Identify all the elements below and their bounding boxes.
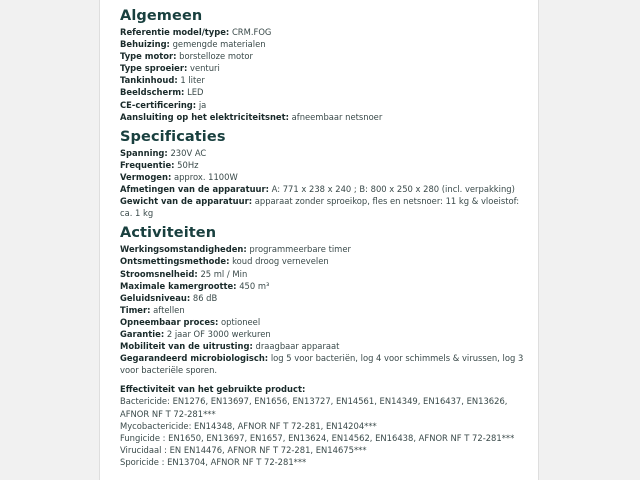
- spec-row: [120, 280, 530, 292]
- spec-row: [120, 50, 530, 62]
- spec-key: Vermogen:: [120, 171, 172, 182]
- spec-value: borstelloze motor: [179, 51, 253, 62]
- spec-row: [120, 99, 530, 111]
- effectiviteit-block: [120, 383, 530, 468]
- spec-row: [120, 340, 530, 352]
- spec-row: [120, 292, 530, 304]
- effectiviteit-line: Virucidaal : EN EN14476, AFNOR NF T 72-281, EN14675***: [120, 444, 367, 455]
- spec-value: draagbaar apparaat: [255, 341, 340, 352]
- effectiviteit-line: Mycobactericide: EN14348, AFNOR NF T 72-281, EN14204***: [120, 420, 377, 431]
- spec-key: Tankinhoud:: [120, 75, 178, 86]
- spec-value: 230V AC: [170, 147, 207, 158]
- spec-row: [120, 243, 530, 255]
- spec-value: apparaat zonder sproeikop, fles en netsnoer: 11 kg & vloeistof: ca. 1 kg: [120, 196, 520, 219]
- spec-row: [120, 171, 530, 183]
- spec-row: [120, 159, 530, 171]
- spec-row: [120, 268, 530, 280]
- spec-key: Referentie model/type:: [120, 27, 230, 37]
- spec-value: approx. 1100W: [173, 171, 238, 182]
- spec-key: Behuizing:: [120, 39, 170, 50]
- spec-key: Stroomsnelheid:: [120, 268, 198, 279]
- spec-key: Gewicht van de apparatuur:: [120, 196, 253, 207]
- spec-key: Mobiliteit van de uitrusting:: [120, 341, 253, 352]
- algemeen-list: [120, 26, 530, 123]
- spec-key: Geluidsniveau:: [120, 292, 191, 303]
- spec-key: Type motor:: [120, 51, 177, 62]
- effectiviteit-line: Fungicide : EN1650, EN13697, EN1657, EN13624, EN14562, EN16438, AFNOR NF T 72-281***: [120, 432, 515, 443]
- content-panel: [99, 0, 539, 480]
- spec-row: [120, 111, 530, 123]
- spec-row: [120, 147, 530, 159]
- spec-key: Beeldscherm:: [120, 87, 185, 98]
- spec-value: 86 dB: [192, 292, 218, 303]
- spec-row: [120, 352, 530, 376]
- spec-value: optioneel: [221, 316, 261, 327]
- spec-value: programmeerbare timer: [249, 244, 351, 255]
- spec-value: 1 liter: [180, 75, 205, 86]
- spec-row: [120, 195, 530, 219]
- spec-row: [120, 38, 530, 50]
- spec-value: ja: [198, 99, 207, 110]
- spec-key: Spanning:: [120, 147, 168, 158]
- spec-key: Garantie:: [120, 328, 165, 339]
- spec-key: CE-certificering:: [120, 99, 197, 110]
- spec-row: [120, 62, 530, 74]
- spec-row: [120, 316, 530, 328]
- spec-value: CRM.FOG: [231, 27, 272, 37]
- section-title-activiteiten: Activiteiten: [120, 225, 217, 242]
- section-title-specificaties: Specificaties: [120, 128, 226, 145]
- spec-key: Opneembaar proces:: [120, 316, 219, 327]
- spec-value: afneembaar netsnoer: [291, 111, 383, 122]
- spec-key: Frequentie:: [120, 159, 175, 170]
- spec-row: [120, 328, 530, 340]
- spec-row: [120, 183, 530, 195]
- spec-value: 2 jaar OF 3000 werkuren: [166, 328, 271, 339]
- spec-key: Maximale kamergrootte:: [120, 280, 237, 291]
- spec-value: 450 m³: [239, 280, 270, 291]
- spec-row: [120, 304, 530, 316]
- effectiviteit-line: AFNOR NF T 72-281***: [120, 408, 216, 419]
- spec-key: Afmetingen van de apparatuur:: [120, 184, 269, 195]
- spec-key: Type sproeier:: [120, 63, 188, 74]
- activiteiten-list: [120, 243, 530, 376]
- spec-row: [120, 255, 530, 267]
- spec-key: Gegarandeerd microbiologisch:: [120, 353, 269, 364]
- spec-row: [120, 86, 530, 98]
- effectiviteit-title: Effectiviteit van het gebruikte product:: [120, 384, 306, 395]
- spec-row: [120, 74, 530, 86]
- effectiviteit-line: Sporicide : EN13704, AFNOR NF T 72-281***: [120, 456, 307, 467]
- section-gap: [120, 376, 530, 383]
- spec-key: Werkingsomstandigheden:: [120, 244, 247, 255]
- spec-value: LED: [187, 87, 204, 98]
- spec-row: [120, 26, 530, 38]
- spec-value: venturi: [190, 63, 220, 74]
- specificaties-list: [120, 147, 530, 220]
- spec-value: 25 ml / Min: [200, 268, 248, 279]
- effectiviteit-line: Bactericide: EN1276, EN13697, EN1656, EN13727, EN14561, EN14349, EN16437, EN13626,: [120, 396, 508, 407]
- spec-value: gemengde materialen: [172, 39, 266, 50]
- spec-value: A: 771 x 238 x 240 ; B: 800 x 250 x 280 (incl. verpakking): [271, 184, 515, 195]
- section-title-algemeen: Algemeen: [120, 8, 203, 24]
- spec-value: koud droog vernevelen: [232, 256, 329, 267]
- spec-value: 50Hz: [177, 159, 199, 170]
- spec-value: aftellen: [153, 304, 185, 315]
- spec-key: Aansluiting op het elektriciteitsnet:: [120, 111, 289, 122]
- spec-key: Ontsmettingsmethode:: [120, 256, 230, 267]
- spec-content: [120, 6, 530, 468]
- spec-value: log 5 voor bacteriën, log 4 voor schimmels & virussen, log 3 voor bacteriële sporen.: [120, 353, 524, 376]
- spec-key: Timer:: [120, 304, 151, 315]
